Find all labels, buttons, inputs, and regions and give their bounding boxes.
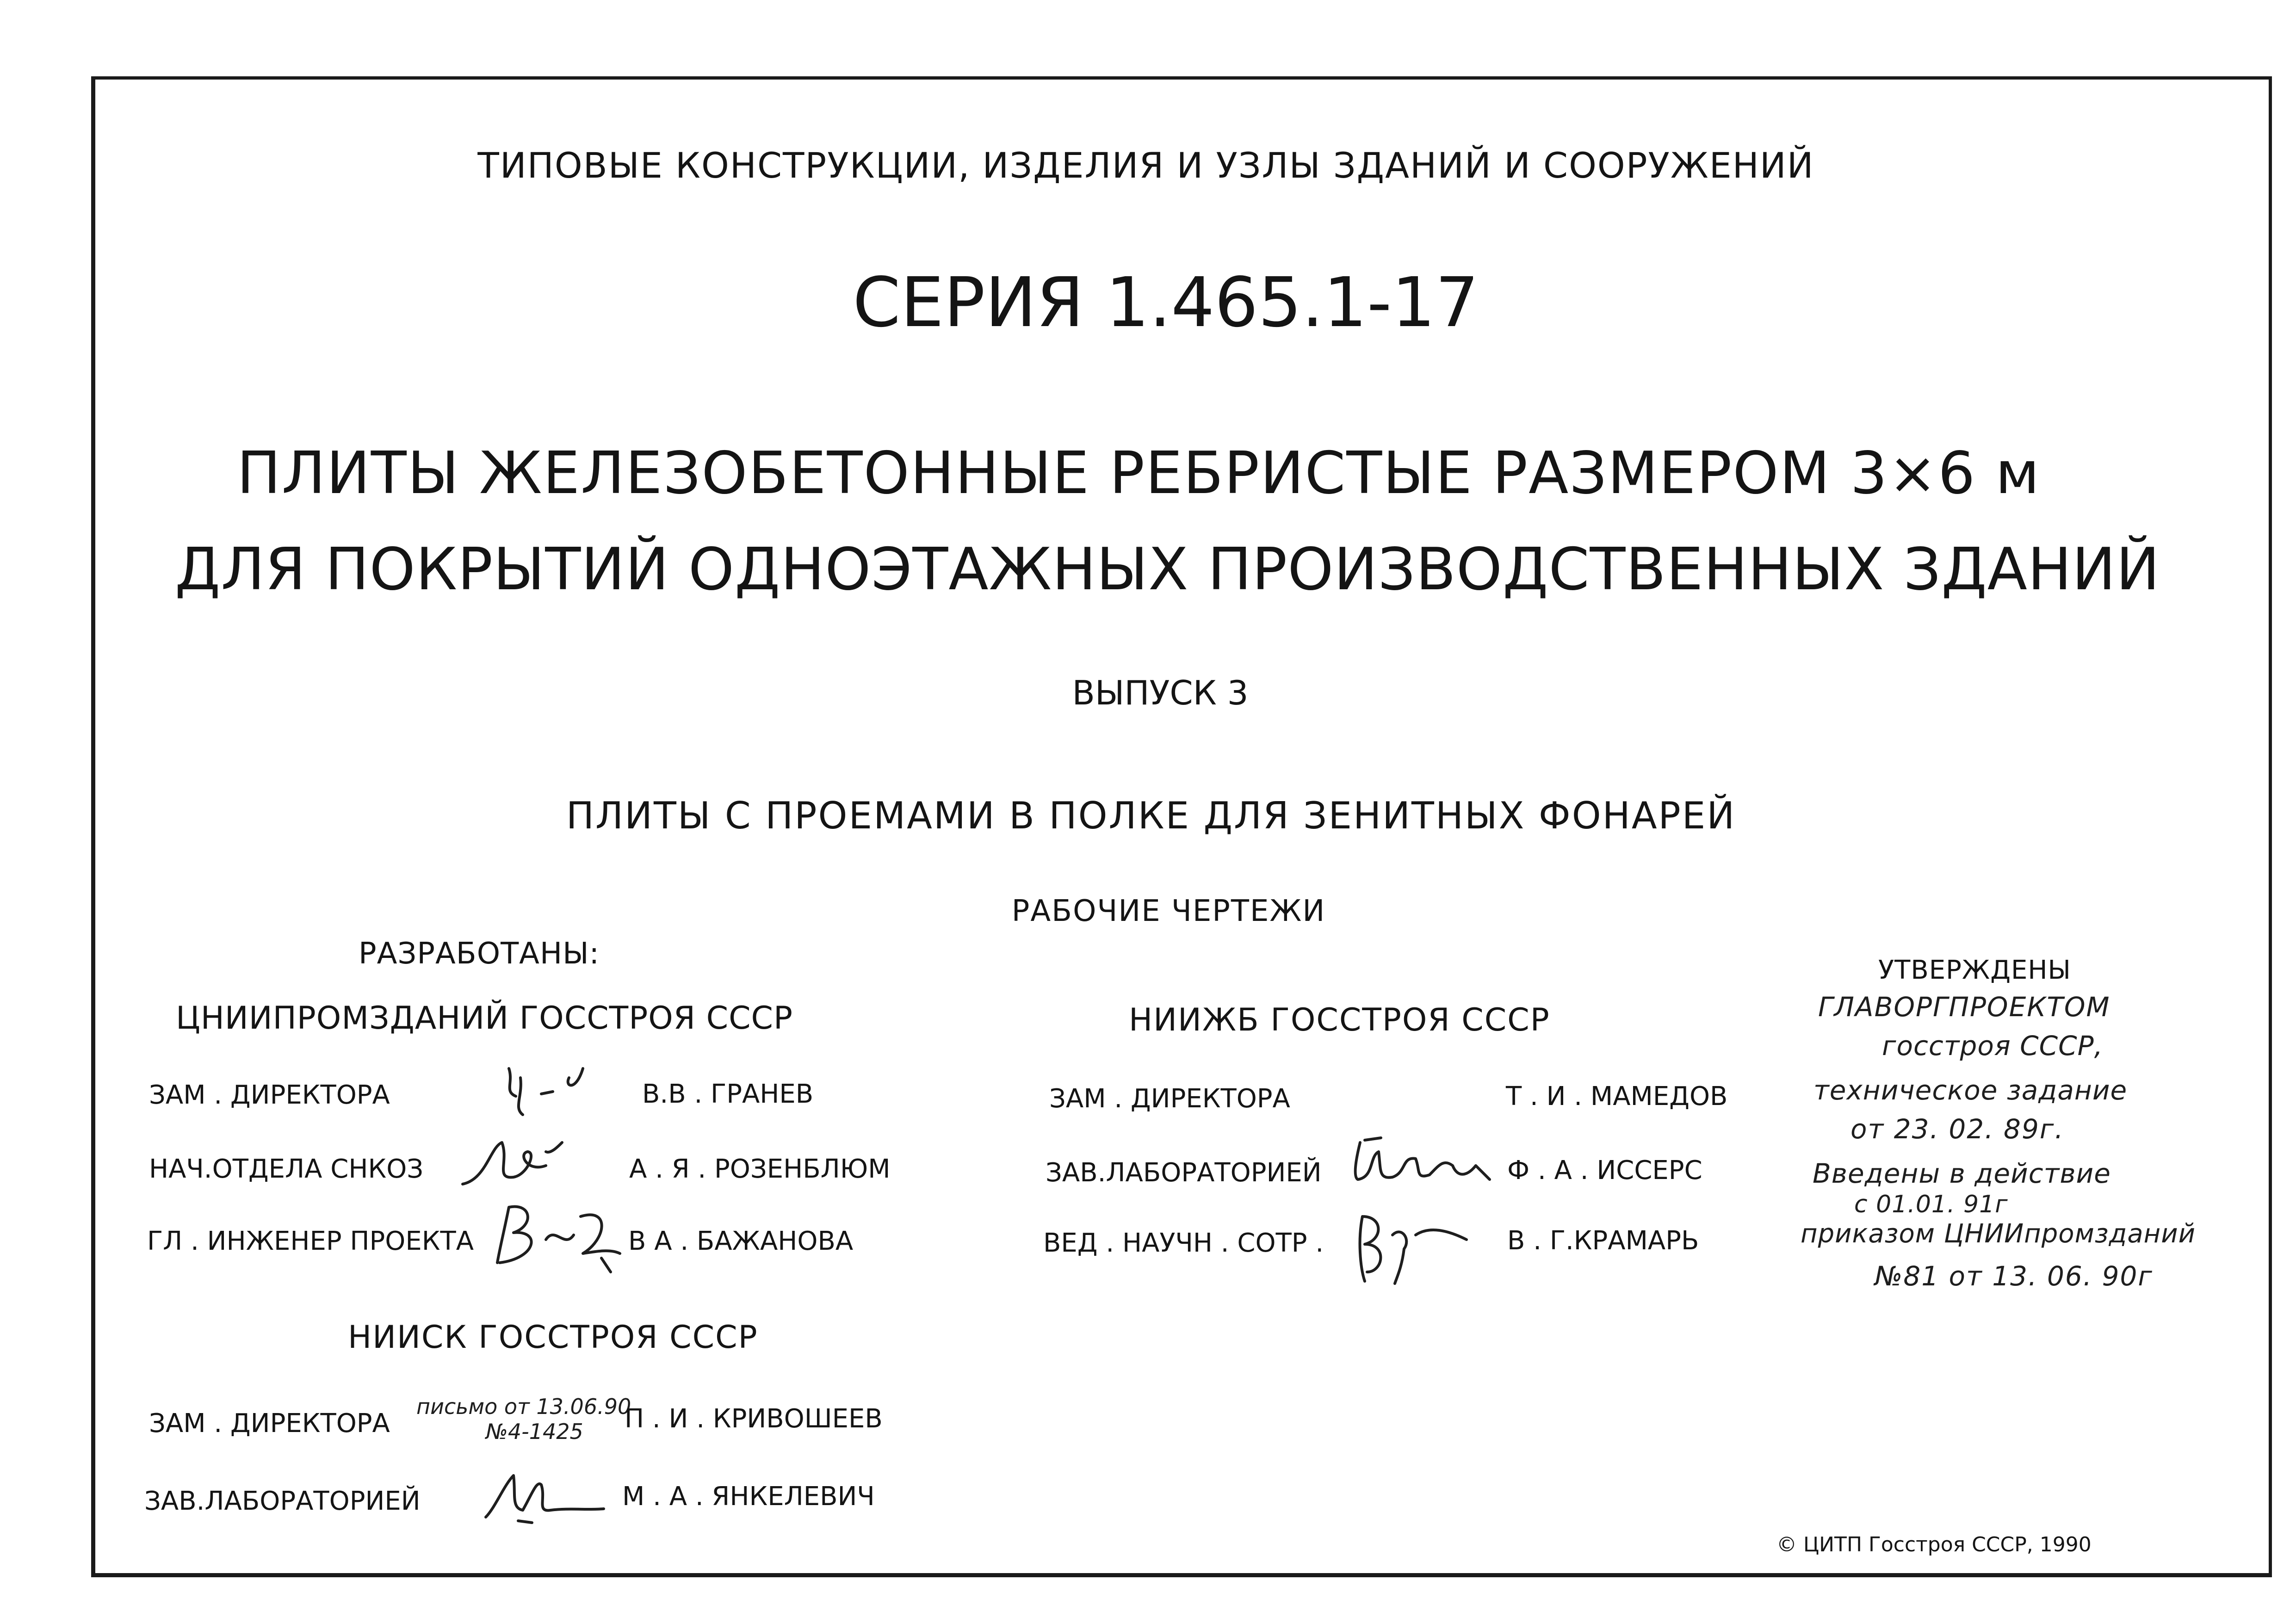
subtitle: ПЛИТЫ С ПРОЕМАМИ В ПОЛКЕ ДЛЯ ЗЕНИТНЫХ ФОНАРЕЙ bbox=[566, 794, 1736, 837]
approved-line-5: Введены в действие bbox=[1813, 1158, 2111, 1189]
org3-person-1: Т . И . МАМЕДОВ bbox=[1506, 1081, 1728, 1111]
org2-note-line-1: письмо от 13.06.90 bbox=[416, 1394, 631, 1419]
org2-role-2: ЗАВ.ЛАБОРАТОРИЕЙ bbox=[144, 1486, 421, 1516]
org3-name: НИИЖБ ГОССТРОЯ СССР bbox=[1129, 1002, 1550, 1038]
signature-rozenblyum bbox=[458, 1133, 578, 1193]
approved-line-2: госстроя СССР, bbox=[1882, 1030, 2104, 1062]
approved-line-6: с 01.01. 91г bbox=[1854, 1191, 2008, 1218]
org3-role-3: ВЕД . НАУЧН . СОТР . bbox=[1043, 1228, 1324, 1258]
signature-issers bbox=[1346, 1133, 1494, 1193]
approved-label: УТВЕРЖДЕНЫ bbox=[1878, 955, 2071, 985]
org1-person-2: А . Я . РОЗЕНБЛЮМ bbox=[629, 1154, 891, 1184]
org2-person-2: М . А . ЯНКЕЛЕВИЧ bbox=[622, 1482, 875, 1512]
org1-name: ЦНИИПРОМЗДАНИЙ ГОССТРОЯ СССР bbox=[176, 1000, 793, 1037]
approved-line-4: от 23. 02. 89г. bbox=[1850, 1113, 2064, 1145]
approved-line-1: ГЛАВОРГПРОЕКТОМ bbox=[1818, 991, 2110, 1023]
title-line-2: ДЛЯ ПОКРЫТИЙ ОДНОЭТАЖНЫХ ПРОИЗВОДСТВЕННЫХ ЗДАНИЙ bbox=[175, 535, 2160, 603]
org1-role-2: НАЧ.ОТДЕЛА СНКОЗ bbox=[149, 1154, 424, 1184]
org1-role-3: ГЛ . ИНЖЕНЕР ПРОЕКТА bbox=[147, 1226, 474, 1256]
approved-line-3: техническое задание bbox=[1813, 1074, 2128, 1106]
org2-name: НИИСК ГОССТРОЯ СССР bbox=[348, 1319, 758, 1356]
approved-line-7: приказом ЦНИИпромзданий bbox=[1801, 1219, 2196, 1249]
org3-role-2: ЗАВ.ЛАБОРАТОРИЕЙ bbox=[1046, 1158, 1322, 1188]
issue-number: ВЫПУСК 3 bbox=[1072, 673, 1249, 712]
copyright: © ЦИТП Госстроя СССР, 1990 bbox=[1776, 1533, 2092, 1556]
signature-kramar bbox=[1351, 1203, 1471, 1290]
signature-granev bbox=[495, 1059, 597, 1119]
org2-note-line-2: №4-1425 bbox=[486, 1419, 583, 1444]
signature-bazhanova bbox=[490, 1198, 629, 1277]
developed-label: РАЗРАБОТАНЫ: bbox=[359, 937, 600, 971]
org2-role-1: ЗАМ . ДИРЕКТОРА bbox=[149, 1408, 390, 1438]
org3-person-3: В . Г.КРАМАРЬ bbox=[1507, 1226, 1699, 1256]
org1-person-3: В А . БАЖАНОВА bbox=[628, 1226, 854, 1256]
doc-type: РАБОЧИЕ ЧЕРТЕЖИ bbox=[1011, 894, 1326, 928]
signature-yankelevich bbox=[481, 1466, 611, 1526]
org1-role-1: ЗАМ . ДИРЕКТОРА bbox=[149, 1080, 390, 1110]
series-title: СЕРИЯ 1.465.1-17 bbox=[853, 263, 1479, 342]
approved-line-8: №81 от 13. 06. 90г bbox=[1875, 1260, 2153, 1292]
title-line-1: ПЛИТЫ ЖЕЛЕЗОБЕТОННЫЕ РЕБРИСТЫЕ РАЗМЕРОМ 3×6 м bbox=[237, 439, 2041, 507]
supertitle: ТИПОВЫЕ КОНСТРУКЦИИ, ИЗДЕЛИЯ И УЗЛЫ ЗДАНИЙ И СООРУЖЕНИЙ bbox=[477, 145, 1814, 186]
org3-role-1: ЗАМ . ДИРЕКТОРА bbox=[1049, 1084, 1290, 1114]
org1-person-1: В.В . ГРАНЕВ bbox=[642, 1079, 814, 1109]
org2-person-1: П . И . КРИВОШЕЕВ bbox=[625, 1404, 883, 1434]
org3-person-2: Ф . А . ИССЕРС bbox=[1507, 1155, 1702, 1185]
